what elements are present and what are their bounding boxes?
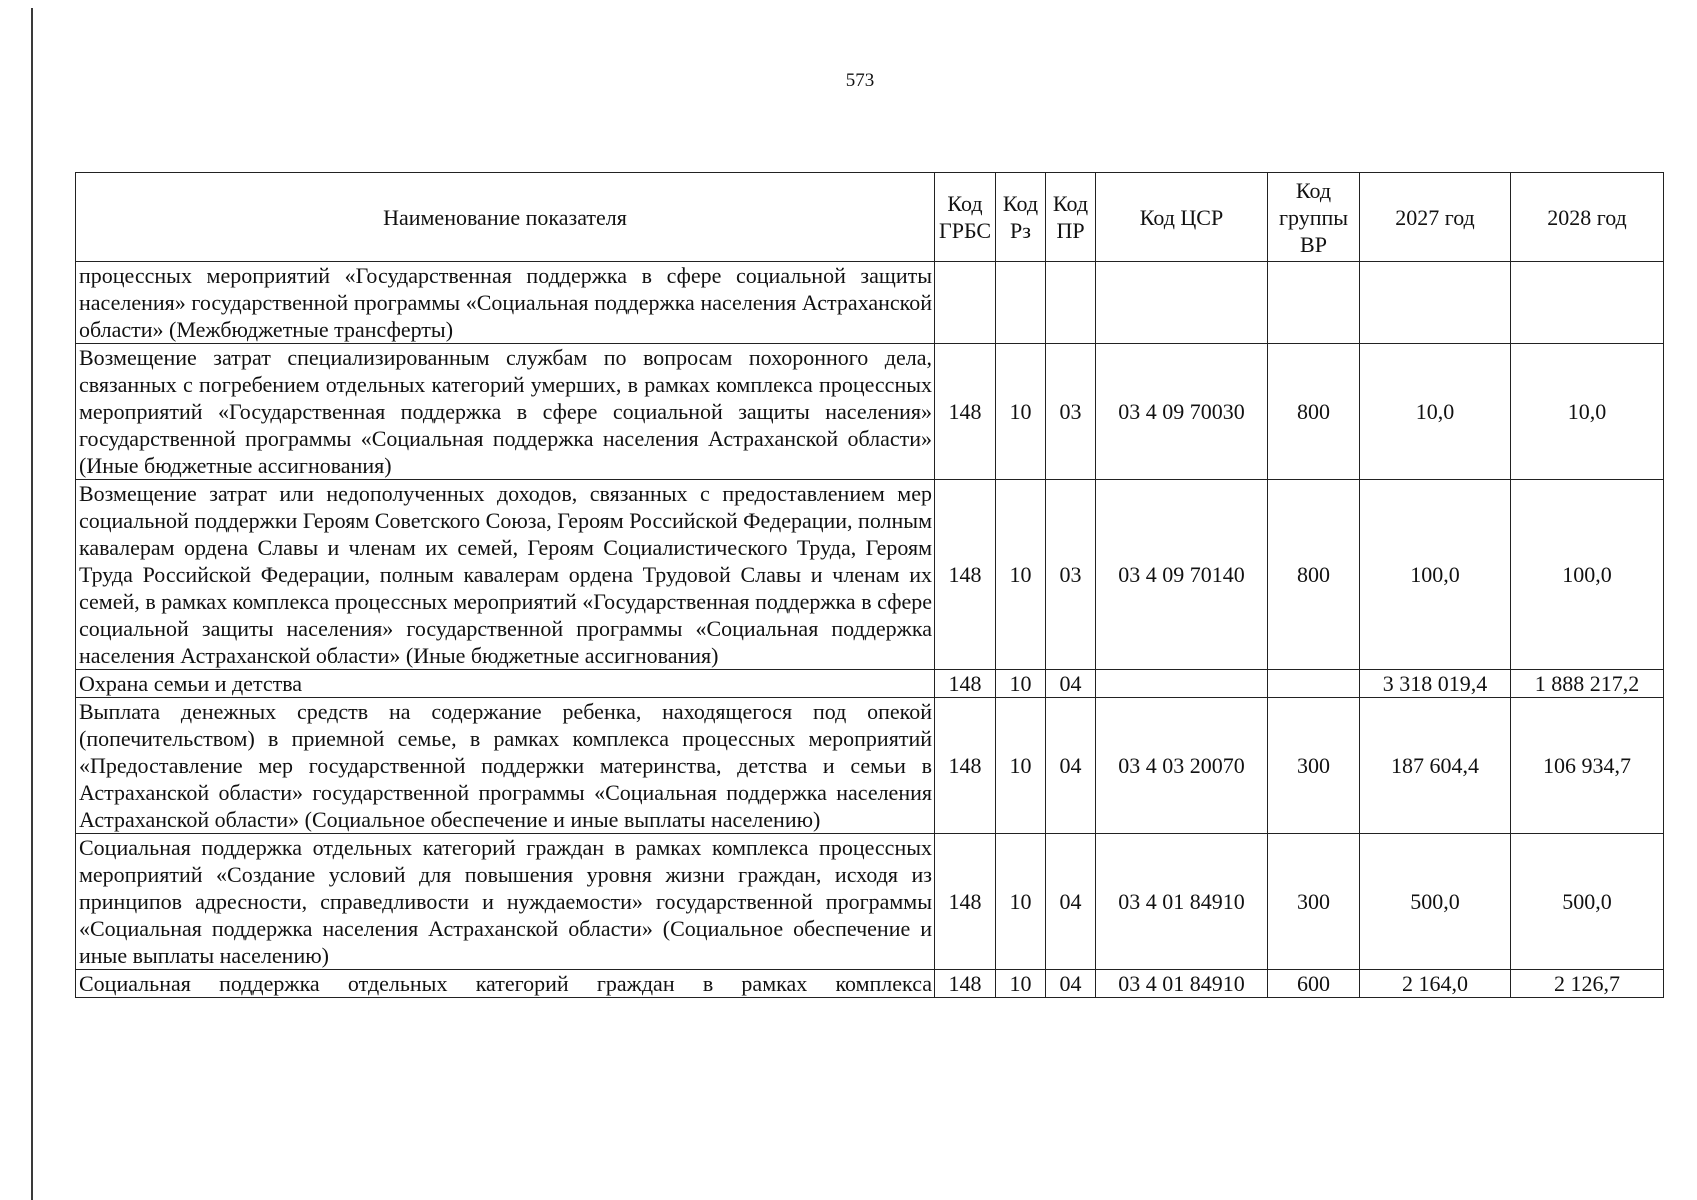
row-csr <box>1096 670 1268 698</box>
row-vr: 600 <box>1268 970 1360 998</box>
row-pr: 03 <box>1046 344 1096 480</box>
row-pr: 03 <box>1046 480 1096 670</box>
row-rz: 10 <box>996 970 1046 998</box>
table-row <box>76 480 1664 670</box>
row-2028: 106 934,7 <box>1511 698 1664 834</box>
table-row <box>76 344 1664 480</box>
row-grbs: 148 <box>935 670 996 698</box>
row-rz: 10 <box>996 480 1046 670</box>
row-pr: 04 <box>1046 670 1096 698</box>
row-2027: 2 164,0 <box>1360 970 1511 998</box>
row-csr: 03 4 09 70140 <box>1096 480 1268 670</box>
row-name: Социальная поддержка отдельных категорий граждан в рамках комплекса процессных мероприятий «Создание условий для повышения уровня жизни граждан, исходя из принципов адресности, справедливости и нуждаемости» государственной программы «Социальная поддержка населения Астраханской области» (Социальное обеспечение и иные выплаты населению) <box>76 834 935 970</box>
row-2028: 2 126,7 <box>1511 970 1664 998</box>
budget-table <box>75 172 1664 998</box>
header-vr: Код группы ВР <box>1268 173 1360 262</box>
row-csr: 03 4 09 70030 <box>1096 344 1268 480</box>
row-csr: 03 4 03 20070 <box>1096 698 1268 834</box>
row-2028: 500,0 <box>1511 834 1664 970</box>
row-name: Охрана семьи и детства <box>76 670 935 698</box>
row-pr: 04 <box>1046 834 1096 970</box>
row-rz: 10 <box>996 344 1046 480</box>
row-grbs: 148 <box>935 480 996 670</box>
table-row <box>76 834 1664 970</box>
row-grbs: 148 <box>935 970 996 998</box>
row-vr <box>1268 670 1360 698</box>
header-2027: 2027 год <box>1360 173 1511 262</box>
row-2028: 10,0 <box>1511 344 1664 480</box>
row-2027: 3 318 019,4 <box>1360 670 1511 698</box>
row-name: Возмещение затрат или недополученных доходов, связанных с предоставлением мер социальной поддержки Героям Советского Союза, Героям Российской Федерации, полным кавалерам ордена Славы и членам их семей, Героям Социалистического Труда, Героям Труда Российской Федерации, полным кавалерам ордена Трудовой Славы и членам их семей, в рамках комплекса процессных мероприятий «Государственная поддержка в сфере социальной защиты населения» государственной программы «Социальная поддержка населения Астраханской области» (Иные бюджетные ассигнования) <box>76 480 935 670</box>
row-csr: 03 4 01 84910 <box>1096 970 1268 998</box>
row-2028 <box>1511 262 1664 344</box>
row-pr <box>1046 262 1096 344</box>
row-vr: 800 <box>1268 344 1360 480</box>
row-name: Выплата денежных средств на содержание ребенка, находящегося под опекой (попечительством) в приемной семье, в рамках комплекса процессных мероприятий «Предоставление мер государственной поддержки материнства, детства и семьи в Астраханской области» государственной программы «Социальная поддержка населения Астраханской области» (Социальное обеспечение и иные выплаты населению) <box>76 698 935 834</box>
row-vr: 300 <box>1268 698 1360 834</box>
row-grbs <box>935 262 996 344</box>
page-number: 573 <box>845 70 875 91</box>
row-2027: 10,0 <box>1360 344 1511 480</box>
row-2027: 187 604,4 <box>1360 698 1511 834</box>
row-grbs: 148 <box>935 698 996 834</box>
header-csr: Код ЦСР <box>1096 173 1268 262</box>
row-csr <box>1096 262 1268 344</box>
row-pr: 04 <box>1046 698 1096 834</box>
row-rz: 10 <box>996 698 1046 834</box>
table-row <box>76 970 1664 998</box>
table-header-row <box>76 173 1664 262</box>
row-name: процессных мероприятий «Государственная поддержка в сфере социальной защиты населения» государственной программы «Социальная поддержка населения Астраханской области» (Межбюджетные трансферты) <box>76 262 935 344</box>
row-vr: 300 <box>1268 834 1360 970</box>
row-2027: 100,0 <box>1360 480 1511 670</box>
table-row-section <box>76 670 1664 698</box>
row-vr <box>1268 262 1360 344</box>
table-row <box>76 262 1664 344</box>
row-2028: 1 888 217,2 <box>1511 670 1664 698</box>
row-pr: 04 <box>1046 970 1096 998</box>
row-2027: 500,0 <box>1360 834 1511 970</box>
row-grbs: 148 <box>935 834 996 970</box>
header-name: Наименование показателя <box>76 173 935 262</box>
row-name: Социальная поддержка отдельных категорий граждан в рамках комплекса <box>76 970 935 998</box>
row-2027 <box>1360 262 1511 344</box>
row-vr: 800 <box>1268 480 1360 670</box>
row-name: Возмещение затрат специализированным службам по вопросам похоронного дела, связанных с погребением отдельных категорий умерших, в рамках комплекса процессных мероприятий «Государственная поддержка в сфере социальной защиты населения» государственной программы «Социальная поддержка населения Астраханской области» (Иные бюджетные ассигнования) <box>76 344 935 480</box>
header-rz: Код Рз <box>996 173 1046 262</box>
header-grbs: Код ГРБС <box>935 173 996 262</box>
header-pr: Код ПР <box>1046 173 1096 262</box>
row-2028: 100,0 <box>1511 480 1664 670</box>
binding-margin-line <box>31 8 33 1200</box>
row-rz: 10 <box>996 670 1046 698</box>
header-2028: 2028 год <box>1511 173 1664 262</box>
row-rz: 10 <box>996 834 1046 970</box>
row-csr: 03 4 01 84910 <box>1096 834 1268 970</box>
row-rz <box>996 262 1046 344</box>
table-row <box>76 698 1664 834</box>
row-grbs: 148 <box>935 344 996 480</box>
